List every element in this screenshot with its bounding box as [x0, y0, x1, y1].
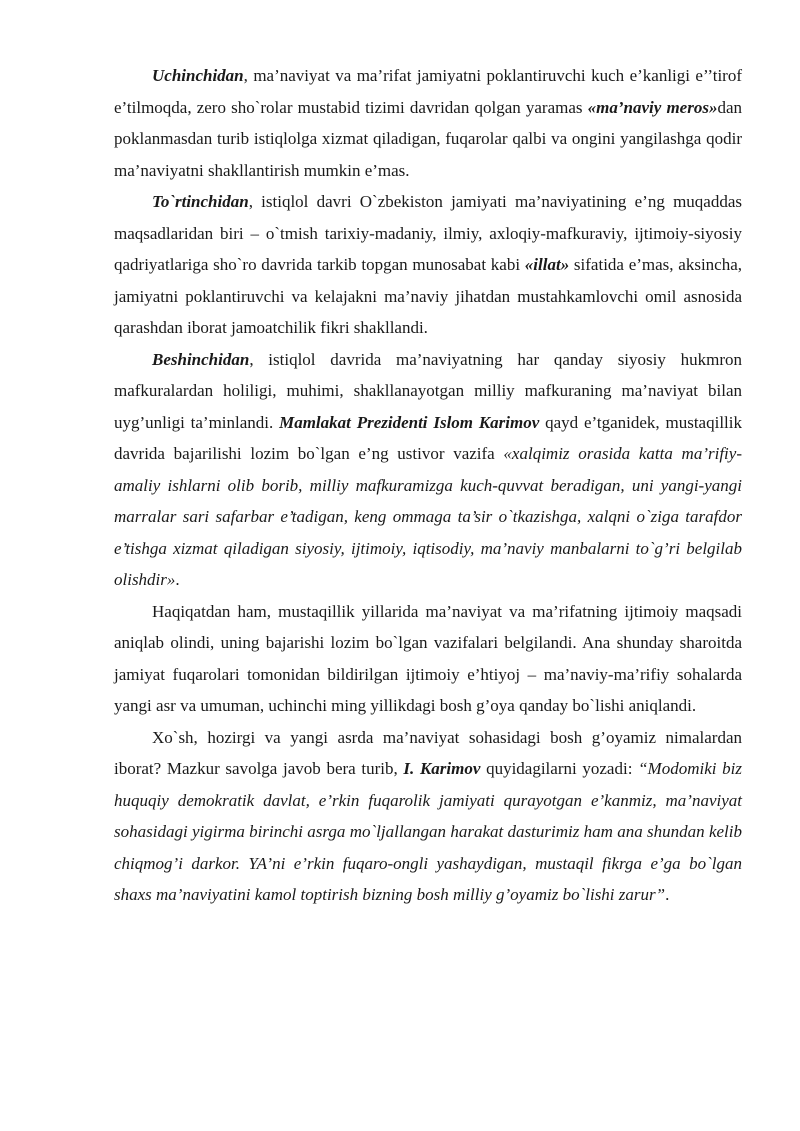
paragraph-text: sifatida e’mas, aksincha, jamiyatni poklantiruvchi va kelajakni ma’naviy jihatdan mustahkamlovchi omil asnosida qarashdan iborat jamoatchilik fikri shakllandi.: [114, 255, 743, 337]
paragraph-text: , istiqlol davri O`zbekiston jamiyati ma’naviyatining e’ng muqaddas maqsadlaridan biri – o`tmish tarixiy-madaniy, ilmiy, axloqiy-mafkuraviy, ijtimoiy-siyosiy qadriyatlariga sho`ro davrida tarkib topgan munosabat kabi: [114, 192, 742, 274]
paragraph-haqiqatdan: [114, 596, 742, 722]
paragraph-text: , istiqlol davrida ma’naviyatning har qanday siyosiy hukmron mafkuralardan holiligi, muhimi, shakllanayotgan milliy mafkuraning ma’naviyat bilan uyg’unligi ta’minlandi.: [114, 349, 742, 432]
paragraph-text: dan poklanmasdan turib istiqlolga xizmat qiladigan, fuqarolar qalbi va ongini yangilashga qodir ma’naviyatni shakllantirish mumkin e’mas.: [114, 97, 742, 180]
quotation: «xalqimiz orasida katta ma’rifiy-amaliy ishlarni olib borib, milliy mafkuramizga kuch-quvvat beradigan, uni yangi-yangi marralar sari safarbar e’tadigan, keng ommaga ta’sir o`tkazishga, xalqni o`ziga tarafdor e’tishga xizmat qiladigan siyosiy, ijtimoiy, iqtisodiy, ma’naviy manbalarni to`g’ri belgilab olishdir»: [114, 444, 742, 589]
emphasis-name: Mamlakat Prezidenti Islom Karimov: [279, 412, 540, 432]
emphasis-term: «ma’naviy meros»: [587, 97, 718, 117]
paragraph-text: .: [175, 570, 180, 589]
document-page: [114, 60, 742, 911]
emphasis-term: «illat»: [524, 255, 570, 274]
paragraph-xosh: [114, 722, 742, 911]
paragraph-text: Haqiqatdan ham, mustaqillik yillarida ma’naviyat va ma’rifatning ijtimoiy maqsadi aniqlab olindi, uning bajarishi lozim bo`lgan vazifalari belgilandi. Ana shunday sharoitda jamiyat fuqarolari tomonidan bildirilgan ijtimoiy e’htiyoj – ma’naviy-ma’rifiy sohalarda yangi asr va umuman, uchinchi ming yillikdagi bosh g’oya qanday bo`lishi aniqlandi.: [114, 601, 742, 715]
emphasis-name: I. Karimov: [403, 759, 481, 778]
paragraph-beshinchidan: [114, 344, 742, 596]
paragraph-tortinchidan: [114, 186, 742, 344]
paragraph-uchinchidan: [114, 60, 742, 186]
quotation: “Modomiki biz huquqiy demokratik davlat, e’rkin fuqarolik jamiyati qurayotgan e’kanmiz, ma’naviyat sohasidagi yigirma birinchi asrga mo`ljallangan harakat dasturimiz ham ana shundan kelib chiqmog’i darkor. YA’ni e’rkin fuqaro-ongli yashaydigan, mustaqil fikrga e’ga bo`lgan shaxs ma’naviyatini kamol toptirish bizning bosh milliy g’oyamiz bo`lishi zarur”: [114, 759, 742, 904]
paragraph-lead: Uchinchidan: [152, 66, 244, 85]
paragraph-text: , ma’naviyat va ma’rifat jamiyatni poklantiruvchi kuch e’kanligi e’’tirof e’tilmoqda, zero sho`rolar mustabid tizimi davridan qolgan yaramas: [114, 66, 742, 117]
paragraph-lead: Beshinchidan: [152, 349, 250, 369]
paragraph-text: .: [665, 885, 670, 904]
paragraph-text: qayd e’tganidek, mustaqillik davrida bajarilishi lozim bo`lgan e’ng ustivor vazifa: [114, 412, 742, 463]
paragraph-text: Xo`sh, hozirgi va yangi asrda ma’naviyat sohasidagi bosh g’oyamiz nimalardan iborat? Mazkur savolga javob bera turib,: [114, 727, 742, 778]
paragraph-lead: To`rtinchidan: [152, 192, 249, 211]
paragraph-text: quyidagilarni yozadi:: [480, 759, 639, 778]
